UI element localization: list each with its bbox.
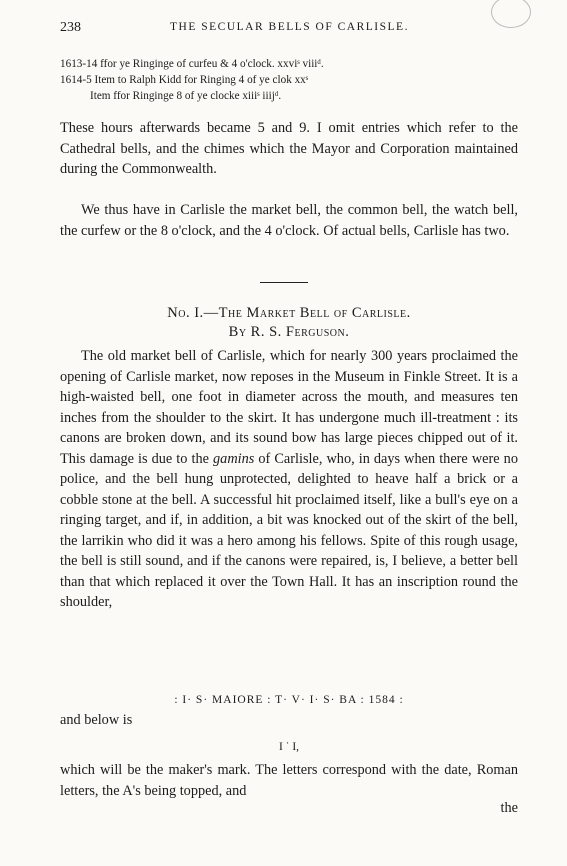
account-entry: Item ffor Ringinge 8 of ye clocke xiiiˢ iiijᵈ.	[90, 90, 282, 102]
account-entry: 1614-5 Item to Ralph Kidd for Ringing 4 of ye clok xxˢ	[60, 74, 309, 86]
page-header	[60, 20, 519, 40]
paragraph-bells-summary: We thus have in Carlisle the market bell, the common bell, the watch bell, the curfew or the 8 o'clock, and the 4 o'clock. Of actual bells, Carlisle has two.	[60, 202, 518, 239]
running-title: THE SECULAR BELLS OF CARLISLE.	[170, 21, 409, 33]
bell-inscription: : I· S· MAIORE : T· V· I· S· BA : 1584 :	[174, 694, 404, 706]
section-byline: By R. S. Ferguson.	[228, 324, 350, 340]
paragraph-makers-mark: which will be the maker's mark. The letters correspond with the date, Roman letters, the A's being topped, and	[60, 762, 518, 799]
maker-mark: I ˙ I,	[278, 741, 300, 753]
section-heading	[60, 304, 518, 342]
paragraph-text: of Carlisle, who, in days when there were no police, and the bell hung unprotected, delighted to heave half a brick or a cobble stone at the bell. A successful hit proclaimed itself, like a bull's eye on a ringing target, and if, in addition, a bit was knocked out of the skirt of the bell, the larrikin who did it was a hero among his fellows. Spite of this rough usage, the bell is still sound, and if the canons were repaired, is, I believe, a better bell than that which replaced it over the Town Hall. It has an inscription round the shoulder,	[60, 450, 518, 610]
section-title: No. I.—The Market Bell of Carlisle.	[167, 305, 411, 321]
paragraph-hours: These hours afterwards became 5 and 9. I omit entries which refer to the Cathedral bells, and the chimes which the Mayor and Corporation maintained during the Commonwealth.	[60, 120, 518, 177]
account-entry: 1613-14 ffor ye Ringinge of curfeu & 4 o'clock. xxviˢ viiiᵈ.	[60, 58, 324, 70]
corner-mark	[491, 0, 531, 28]
paragraph-text: The old market bell of Carlisle, which for nearly 300 years proclaimed the opening of Carlisle market, now reposes in the Museum in Finkle Street. It is a high-waisted bell, one foot in diameter across the mouth, and measures ten inches from the shoulder to the skirt. It has undergone much ill-treatment : its canons are broken down, and its sound bow has large pieces chipped out of it. This damage is due to the	[60, 348, 518, 467]
section-divider	[260, 282, 308, 283]
page-number: 238	[60, 20, 81, 35]
catchword: the	[500, 800, 518, 816]
account-entries	[60, 56, 527, 104]
below-label: and below is	[60, 712, 133, 728]
emphasis-gamins: gamins	[213, 450, 255, 467]
paragraph-market-bell	[60, 346, 518, 613]
